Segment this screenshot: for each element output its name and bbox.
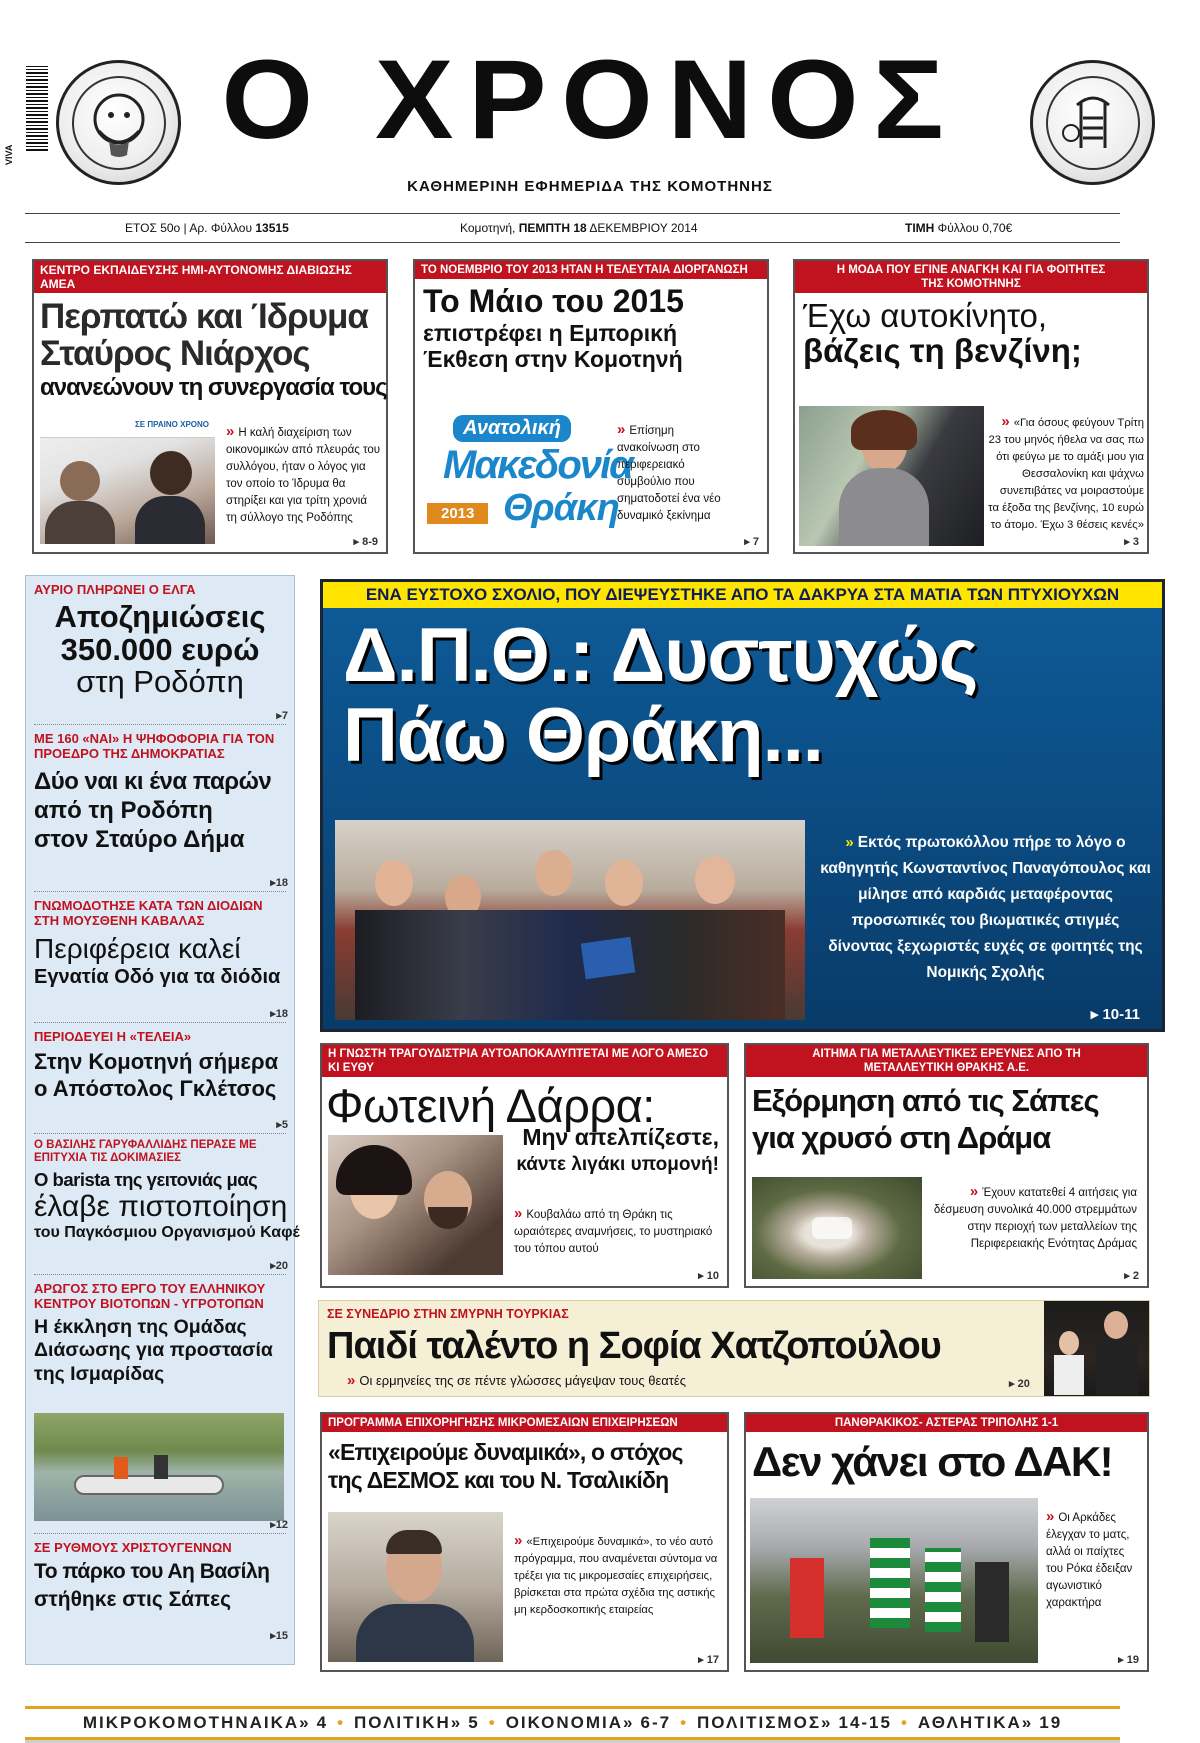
chevron-icon: » <box>514 1205 523 1222</box>
page-ref: ▸ 3 <box>1124 536 1139 548</box>
article-strip-sofia[interactable] <box>318 1300 1150 1397</box>
page-ref: ▸15 <box>270 1630 288 1642</box>
chevron-icon: » <box>347 1372 356 1389</box>
article-box-carpool[interactable] <box>793 259 1149 554</box>
chevron-icon: » <box>845 834 854 851</box>
article-box-panthrakikos[interactable] <box>744 1412 1149 1672</box>
article-box-expo[interactable] <box>413 259 769 554</box>
photo-two-women <box>40 416 215 544</box>
sidebar-item-tolls[interactable] <box>26 892 294 1022</box>
place: Κομοτηνή, <box>460 221 519 235</box>
date-rest: ΔΕΚΕΜΒΡΙΟΥ 2014 <box>586 221 698 235</box>
headline-line1: Περπατώ και Ίδρυμα <box>40 297 368 336</box>
kicker: ΠΡΟΓΡΑΜΜΑ ΕΠΙΧΟΡΗΓΗΣΗΣ ΜΙΚΡΟΜΕΣΑΙΩΝ ΕΠΙΧΕΙΡΗΣΕΩΝ <box>322 1414 727 1432</box>
logo-year: 2013 <box>427 503 488 524</box>
photo-rescue-boat <box>34 1413 284 1521</box>
lead-story[interactable] <box>320 579 1165 1032</box>
headline-line2: Σταύρος Νιάρχος <box>40 333 310 373</box>
headline-line2: Εγνατία Οδό για τα διόδια <box>34 966 281 989</box>
headline-line2: στήθηκε στις Σάπες <box>34 1588 232 1612</box>
headline-line3: της Ισμαρίδας <box>34 1362 165 1385</box>
kicker: ΑΡΩΓΟΣ ΣΤΟ ΕΡΓΟ ΤΟΥ ΕΛΛΗΝΙΚΟΥ ΚΕΝΤΡΟΥ ΒΙΟΤΟΠΩΝ - ΥΓΡΟΤΟΠΩΝ <box>34 1281 266 1311</box>
nav-item[interactable]: ΜΙΚΡΟΚΟΜΟΤΗΝΑΙΚΑ» 4 <box>82 1713 329 1732</box>
kicker: ΠΑΝΘΡΑΚΙΚΟΣ- ΑΣΤΕΡΑΣ ΤΡΙΠΟΛΗΣ 1-1 <box>746 1414 1147 1432</box>
page-ref: ▸18 <box>270 1008 288 1020</box>
article-teaser: » Οι ερμηνείες της σε πέντε γλώσσες μάγεψαν τους θεατές <box>347 1372 686 1389</box>
boat <box>74 1475 224 1495</box>
page-ref: ▸5 <box>276 1119 288 1131</box>
sidebar-item-gletsos[interactable] <box>26 1023 294 1133</box>
page-ref: ▸12 <box>270 1519 288 1531</box>
barcode <box>26 66 48 151</box>
photo-sofia-award <box>1044 1301 1149 1396</box>
nav-separator: • <box>488 1713 497 1732</box>
lead-headline-line2: Πάω Θράκη... <box>343 692 823 778</box>
headline-line1: Το πάρκο του Αη Βασίλη <box>34 1560 270 1583</box>
page-ref: ▸ 17 <box>698 1654 719 1666</box>
headline-line3: στη Ροδόπη <box>76 664 244 700</box>
headline-line3: ανανεώνουν τη συνεργασία τους <box>40 373 387 401</box>
headline-line3: στον Σταύρο Δήμα <box>34 826 245 854</box>
side-label: VIVA <box>4 144 14 165</box>
lead-teaser: » Εκτός πρωτοκόλλου πήρε το λόγο ο καθηγητής Κωνσταντίνος Παναγόπουλος και μίλησε από καρδιάς μεταφέροντας προσωπικές του βιωματικές στιγμές δίνοντας ξεχωριστές ευχές σε φοιτητές της Νομικής Σχολής <box>820 834 1151 981</box>
page-ref: ▸7 <box>276 710 288 722</box>
lead-kicker: ΕΝΑ ΕΥΣΤΟΧΟ ΣΧΟΛΙΟ, ΠΟΥ ΔΙΕΨΕΥΣΤΗΚΕ ΑΠΟ ΤΑ ΔΑΚΡΥΑ ΣΤΑ ΜΑΤΙΑ ΤΩΝ ΠΤΥΧΙΟΥΧΩΝ <box>323 582 1162 608</box>
nav-item[interactable]: ΠΟΛΙΤΙΣΜΟΣ» 14-15 <box>697 1713 892 1732</box>
headline-line2: επιστρέφει η Εμπορική <box>423 319 678 346</box>
photo-woman-car <box>799 406 984 546</box>
left-sidebar <box>25 575 300 1665</box>
logo-word-1: Ανατολική <box>453 415 571 442</box>
nav-item[interactable]: ΠΟΛΙΤΙΚΗ» 5 <box>354 1713 480 1732</box>
nav-item[interactable]: ΟΙΚΟΝΟΜΙΑ» 6-7 <box>505 1713 672 1732</box>
article-teaser: » Έχουν κατατεθεί 4 αιτήσεις για δέσμευση συνολικά 40.000 στρεμμάτων στην περιοχή των μεταλλείων της Περιφερειακής Ενότητας Δράμας <box>933 1183 1137 1250</box>
headline-line2: για χρυσό στη Δράμα <box>752 1119 1051 1155</box>
photo-tsalikidis <box>328 1512 503 1662</box>
kicker: ΑΥΡΙΟ ΠΛΗΡΩΝΕΙ Ο ΕΛΓΑ <box>34 582 196 597</box>
headline-line2: από τη Ροδόπη <box>34 797 213 825</box>
chevron-icon: » <box>969 1183 979 1200</box>
page-ref: ▸ 20 <box>1009 1378 1030 1390</box>
page-ref: ▸20 <box>270 1260 288 1272</box>
kicker: ΜΕ 160 «ΝΑΙ» Η ΨΗΦΟΦΟΡΙΑ ΓΙΑ ΤΟΝ ΠΡΟΕΔΡΟ ΤΗΣ ΔΗΜΟΚΡΑΤΙΑΣ <box>34 731 275 761</box>
nav-separator: • <box>337 1713 346 1732</box>
article-teaser: » Κουβαλάω από τη Θράκη τις ωραιότερες αναμνήσεις, το μυστηριακό του τόπου αυτού <box>514 1205 713 1255</box>
date-day: ΠΕΜΠΤΗ 18 <box>518 221 587 235</box>
headline-line1: Αποζημιώσεις <box>54 599 266 634</box>
headline-line1: Δύο ναι κι ένα παρών <box>34 768 272 795</box>
headline-line1: Ο barista της γειτονιάς μας <box>34 1169 258 1190</box>
headline-line3: του Παγκόσμιου Οργανισμού Καφέ <box>34 1223 300 1241</box>
kicker: ΤΟ ΝΟΕΜΒΡΙΟ ΤΟΥ 2013 ΗΤΑΝ Η ΤΕΛΕΥΤΑΙΑ ΔΙΟΡΓΑΝΩΣΗ <box>415 261 767 279</box>
price: Φύλλου 0,70€ <box>934 221 1013 235</box>
chevron-icon: » <box>1046 1508 1055 1525</box>
page-ref: ▸18 <box>270 877 288 889</box>
article-box-desmos[interactable] <box>320 1412 729 1672</box>
headline-line2: ο Απόστολος Γκλέτσος <box>34 1076 277 1102</box>
photo-mine-aerial <box>752 1177 922 1279</box>
section-index <box>25 1706 1120 1740</box>
article-box-darra[interactable] <box>320 1043 729 1288</box>
nav-separator: • <box>680 1713 689 1732</box>
newspaper-subtitle: ΚΑΘΗΜΕΡΙΝΗ ΕΦΗΜΕΡΙΔΑ ΤΗΣ ΚΟΜΟΤΗΝΗΣ <box>407 178 773 195</box>
nav-separator: • <box>900 1713 909 1732</box>
article-teaser: » Επίσημη ανακοίνωση στο περιφερειακό συμβούλιο που σηματοδοτεί ένα νέο δυναμικό ξεκίνημα <box>617 421 721 522</box>
chevron-icon: » <box>514 1532 523 1549</box>
kicker: Η ΜΟΔΑ ΠΟΥ ΕΓΙΝΕ ΑΝΑΓΚΗ ΚΑΙ ΓΙΑ ΦΟΙΤΗΤΕΣ ΤΗΣ ΚΟΜΟΤΗΝΗΣ <box>795 261 1147 293</box>
article-teaser: » Οι Αρκάδες έλεγχαν το ματς, αλλά οι παίχτες του Ρόκα έδειξαν αγωνιστικό χαρακτήρα <box>1046 1508 1133 1609</box>
lead-headline-line1: Δ.Π.Θ.: Δυστυχώς <box>343 613 978 698</box>
article-teaser: » Η καλή διαχείριση των οικονομικών από πλευράς του συλλόγου, ήταν ο λόγος για τον οποίο το Ίδρυμα θα στηρίξει και για τρίτη χρονιά τη σύλλογο της Ροδόπης <box>226 423 381 524</box>
kicker: ΣΕ ΣΥΝΕΔΡΙΟ ΣΤΗΝ ΣΜΥΡΝΗ ΤΟΥΡΚΙΑΣ <box>327 1307 569 1321</box>
headline-line2: της ΔΕΣΜΟΣ και του Ν. Τσαλικίδη <box>328 1467 669 1494</box>
page-ref: ▸ 19 <box>1118 1654 1139 1666</box>
sidebar-item-president-vote[interactable] <box>26 725 294 891</box>
page-ref: ▸ 2 <box>1124 1270 1139 1282</box>
article-box-amea[interactable] <box>32 259 388 554</box>
diploma-folder <box>581 937 636 980</box>
page-ref: ▸ 7 <box>744 536 759 548</box>
price-label: ΤΙΜΗ <box>905 221 935 235</box>
year-issue-label: ΕΤΟΣ 50ο | Αρ. Φύλλου <box>125 221 256 235</box>
logo-word-2: Μακεδονία <box>443 443 632 487</box>
headline-line2: έλαβε πιστοποίηση <box>34 1190 288 1224</box>
kicker: ΠΕΡΙΟΔΕΥΕΙ Η «ΤΕΛΕΙΑ» <box>34 1029 192 1044</box>
sidebar-item-ismarida[interactable] <box>26 1275 294 1533</box>
kicker: ΑΙΤΗΜΑ ΓΙΑ ΜΕΤΑΛΛΕΥΤΙΚΕΣ ΕΡΕΥΝΕΣ ΑΠΟ ΤΗ ΜΕΤΑΛΛΕΥΤΙΚΗ ΘΡΑΚΗΣ Α.Ε. <box>746 1045 1147 1077</box>
photo-graduates <box>335 820 805 1020</box>
photo-darra-selfie <box>328 1135 503 1275</box>
kicker: ΓΝΩΜΟΔΟΤΗΣΕ ΚΑΤΑ ΤΩΝ ΔΙΟΔΙΩΝ ΣΤΗ ΜΟΥΣΘΕΝΗ ΚΑΒΑΛΑΣ <box>34 898 263 928</box>
headline-line2: Μην απελπίζεστε, <box>522 1124 719 1150</box>
newspaper-title: Ο ΧΡΟΝΟΣ <box>221 37 959 162</box>
sidebar-item-santa-park[interactable] <box>26 1534 294 1644</box>
headline-line1: Περιφέρεια καλεί <box>34 933 241 964</box>
article-box-gold-mining[interactable] <box>744 1043 1149 1288</box>
face-left <box>60 461 100 501</box>
page-ref: ▸ 10-11 <box>1090 1006 1140 1023</box>
headline-line1: Εξόρμηση από τις Σάπες <box>752 1083 1099 1118</box>
headline-line1: Στην Κομοτηνή σήμερα <box>34 1049 279 1074</box>
issue-number: 13515 <box>255 221 289 235</box>
headline-line1: «Επιχειρούμε δυναμικά», ο στόχος <box>328 1439 683 1465</box>
chevron-icon: » <box>1001 413 1010 430</box>
headline: Παιδί ταλέντο η Σοφία Χατζοπούλου <box>327 1325 941 1367</box>
sidebar-item-elga[interactable] <box>26 576 294 724</box>
headline-line1: Φωτεινή Δάρρα: <box>326 1079 655 1132</box>
article-teaser: » «Για όσους φεύγουν Τρίτη 23 του μηνός ήθελα να σας πω ότι φεύγω με το αμάξι μου για Θεσσαλονίκη και ψάχνω συνεπιβάτες να μοιραστούμε τα έξοδα της βενζίνης, 10 ευρώ το άτομο. Έχω 3 θέσεις κενές» <box>988 413 1144 531</box>
headline-line2: βάζεις τη βενζίνη; <box>803 331 1082 369</box>
page-ref: ▸ 10 <box>698 1270 719 1282</box>
article-teaser: » «Επιχειρούμε δυναμικά», το νέο αυτό πρόγραμμα, που αναμένεται σύντομα να τρέξει για τις μικρομεσαίες επιχειρήσεις, βρίσκεται στα πρώτα σχέδια της αστικής μη κερδοσκοπικής εταιρείας <box>514 1532 718 1616</box>
chevron-icon: » <box>226 423 235 440</box>
logo-word-3: Θράκη <box>503 487 619 529</box>
kicker: Η ΓΝΩΣΤΗ ΤΡΑΓΟΥΔΙΣΤΡΙΑ ΑΥΤΟΑΠΟΚΑΛΥΠΤΕΤΑΙ ΜΕ ΛΟΓΟ ΑΜΕΣΟ ΚΙ ΕΥΘΥ <box>322 1045 727 1077</box>
chevron-icon: » <box>617 421 626 438</box>
issue-info-bar <box>25 213 1120 243</box>
kicker: ΣΕ ΡΥΘΜΟΥΣ ΧΡΙΣΤΟΥΓΕΝΝΩΝ <box>34 1540 232 1555</box>
page-ref: ▸ 8-9 <box>353 536 378 548</box>
nav-item[interactable]: ΑΘΛΗΤΙΚΑ» 19 <box>917 1713 1063 1732</box>
photo-football-match <box>750 1498 1038 1663</box>
headline-line1: Η έκκληση της Ομάδας <box>34 1316 247 1338</box>
headline-line2: Διάσωσης για προστασία <box>34 1339 273 1362</box>
sidebar-item-barista[interactable] <box>26 1134 300 1274</box>
headline-line3: Έκθεση στην Κομοτηνή <box>423 345 683 372</box>
right-emblem-coin <box>1030 60 1155 185</box>
headline-line1: Έχω αυτοκίνητο, <box>803 297 1048 334</box>
headline-line1: Το Μάιο του 2015 <box>423 283 684 319</box>
expo-logo <box>423 411 632 539</box>
headline-line3: κάντε λιγάκι υπομονή! <box>516 1154 719 1175</box>
kicker: ΚΕΝΤΡΟ ΕΚΠΑΙΔΕΥΣΗΣ ΗΜΙ-ΑΥΤΟΝΟΜΗΣ ΔΙΑΒΙΩΣΗΣ ΑΜΕΑ <box>34 261 386 293</box>
kicker: Ο ΒΑΣΙΛΗΣ ΓΑΡΥΦΑΛΛΙΔΗΣ ΠΕΡΑΣΕ ΜΕ ΕΠΙΤΥΧΙΑ ΤΙΣ ΔΟΚΙΜΑΣΙΕΣ <box>34 1139 257 1164</box>
headline: Δεν χάνει στο ΔΑΚ! <box>752 1438 1113 1485</box>
face-right <box>150 451 192 495</box>
headline-line2: 350.000 ευρώ <box>60 631 260 667</box>
photo-banner: ΣΕ ΠΡΑΙΝΟ ΧΡΟΝΟ <box>40 416 215 438</box>
